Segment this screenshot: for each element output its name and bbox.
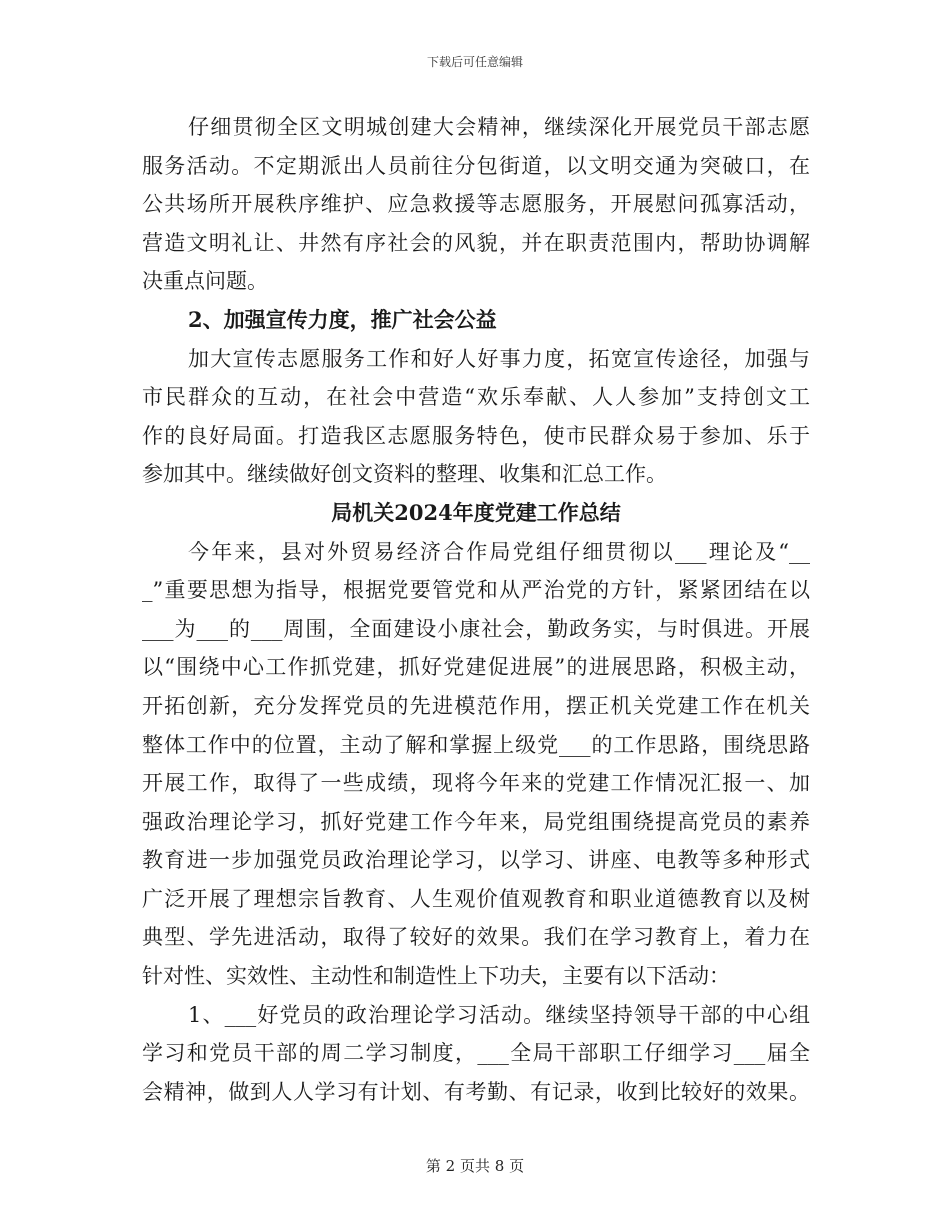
document-body (142, 108, 810, 1111)
paragraph-line: 会精神，做到人人学习有计划、有考勤、有记录，收到比较好的效果。 (142, 1079, 810, 1104)
section-heading: 2、加强宣传力度，推广社会公益 (188, 306, 497, 332)
paragraph-line: 参加其中。继续做好创文资料的整理、收集和汇总工作。 (142, 462, 667, 487)
paragraph-line: 服务活动。不定期派出人员前往分包街道，以文明交通为突破口，在 (142, 153, 810, 178)
paragraph-line: 仔细贯彻全区文明城创建大会精神，继续深化开展党员干部志愿 (188, 115, 810, 139)
paragraph-line: ___为___的___周围，全面建设小康社会，勤政务实，与时俱进。开展 (142, 616, 810, 641)
paragraph-line: 广泛开展了理想宗旨教育、人生观价值观教育和职业道德教育以及树 (142, 886, 810, 911)
paragraph-line: 学习和党员干部的周二学习制度，___全局干部职工仔细学习___届全 (142, 1041, 810, 1066)
paragraph-line: 开拓创新，充分发挥党员的先进模范作用，摆正机关党建工作在机关 (142, 693, 810, 718)
paragraph-line: 决重点问题。 (142, 269, 268, 294)
paragraph-line: 公共场所开展秩序维护、应急救援等志愿服务，开展慰问孤寡活动， (142, 192, 810, 217)
paragraph-line: 强政治理论学习，抓好党建工作今年来，局党组围绕提高党员的素养 (142, 809, 810, 834)
paragraph-line: 教育进一步加强党员政治理论学习，以学习、讲座、电教等多种形式 (142, 848, 810, 873)
paragraph-line: 加大宣传志愿服务工作和好人好事力度，拓宽宣传途径，加强与 (188, 346, 810, 371)
paragraph-line: 1、___好党员的政治理论学习活动。继续坚持领导干部的中心组 (188, 1002, 810, 1027)
paragraph-line: 今年来，县对外贸易经济合作局党组仔细贯彻以___理论及“__ (188, 539, 810, 564)
paragraph-line: 针对性、实效性、主动性和制造性上下功夫，主要有以下活动： (142, 964, 730, 989)
header-note: 下载后可任意编辑 (426, 55, 523, 69)
paragraph-line: 以“围绕中心工作抓党建，抓好党建促进展”的进展思路，积极主动， (142, 655, 810, 680)
page-number: 第 2 页共 8 页 (425, 1157, 525, 1175)
paragraph-line: 开展工作，取得了一些成绩，现将今年来的党建工作情况汇报一、加 (142, 771, 810, 796)
paragraph-line: 整体工作中的位置，主动了解和掌握上级党___的工作思路，围绕思路 (142, 732, 810, 757)
paragraph-line: 营造文明礼让、井然有序社会的风貌，并在职责范围内，帮助协调解 (142, 230, 810, 255)
paragraph-line: 典型、学先进活动，取得了较好的效果。我们在学习教育上，着力在 (142, 925, 810, 950)
document-title: 局机关2024年度党建工作总结 (331, 499, 621, 525)
paragraph-line: 作的良好局面。打造我区志愿服务特色，使市民群众易于参加、乐于 (142, 423, 810, 448)
paragraph-line: 市民群众的互动，在社会中营造“欢乐奉献、人人参加”支持创文工 (142, 385, 810, 410)
paragraph-line: _”重要思想为指导，根据党要管党和从严治党的方针，紧紧团结在以 (142, 578, 810, 603)
